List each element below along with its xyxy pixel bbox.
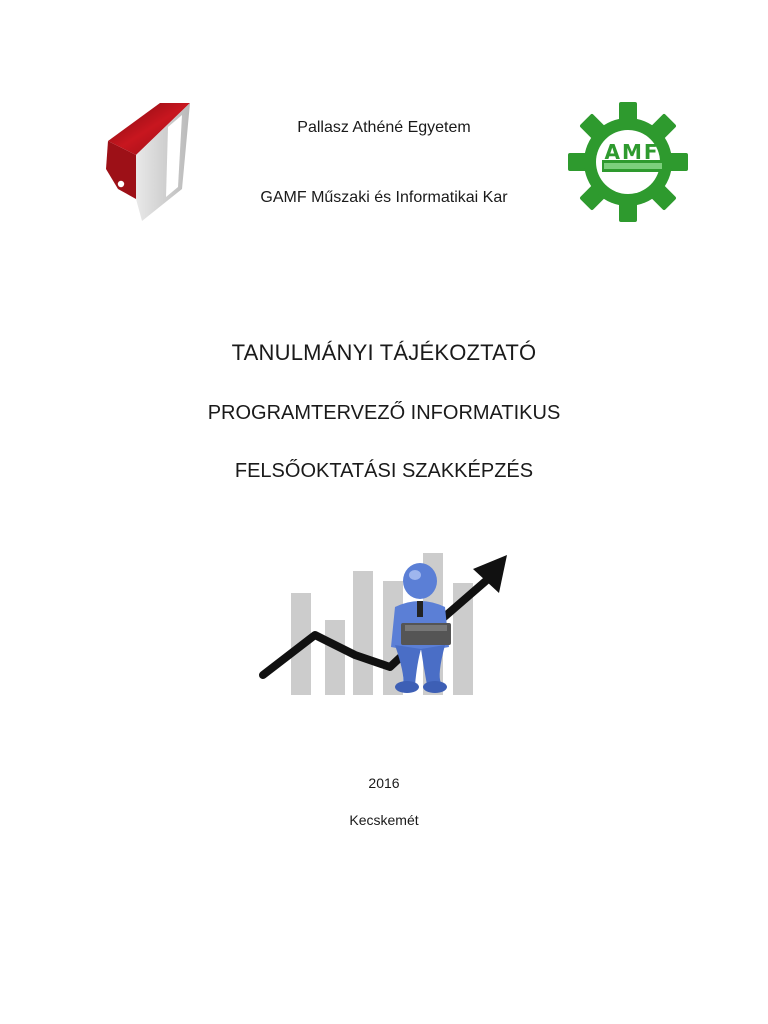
publication-year: 2016	[368, 775, 400, 791]
amf-logo-text: AMF	[604, 140, 660, 164]
document-title: TANULMÁNYI TÁJÉKOZTATÓ	[231, 340, 537, 365]
program-level: FELSŐOKTATÁSI SZAKKÉPZÉS	[234, 460, 534, 482]
program-name: PROGRAMTERVEZŐ INFORMATIKUS	[207, 402, 561, 424]
publication-city: Kecskemét	[349, 812, 419, 828]
growth-chart-person-laptop-icon	[255, 545, 515, 700]
university-name: Pallasz Athéné Egyetem	[297, 119, 471, 136]
faculty-name: GAMF Műszaki és Informatikai Kar	[260, 189, 508, 206]
amf-gear-logo-icon	[566, 101, 690, 223]
header	[0, 95, 768, 230]
